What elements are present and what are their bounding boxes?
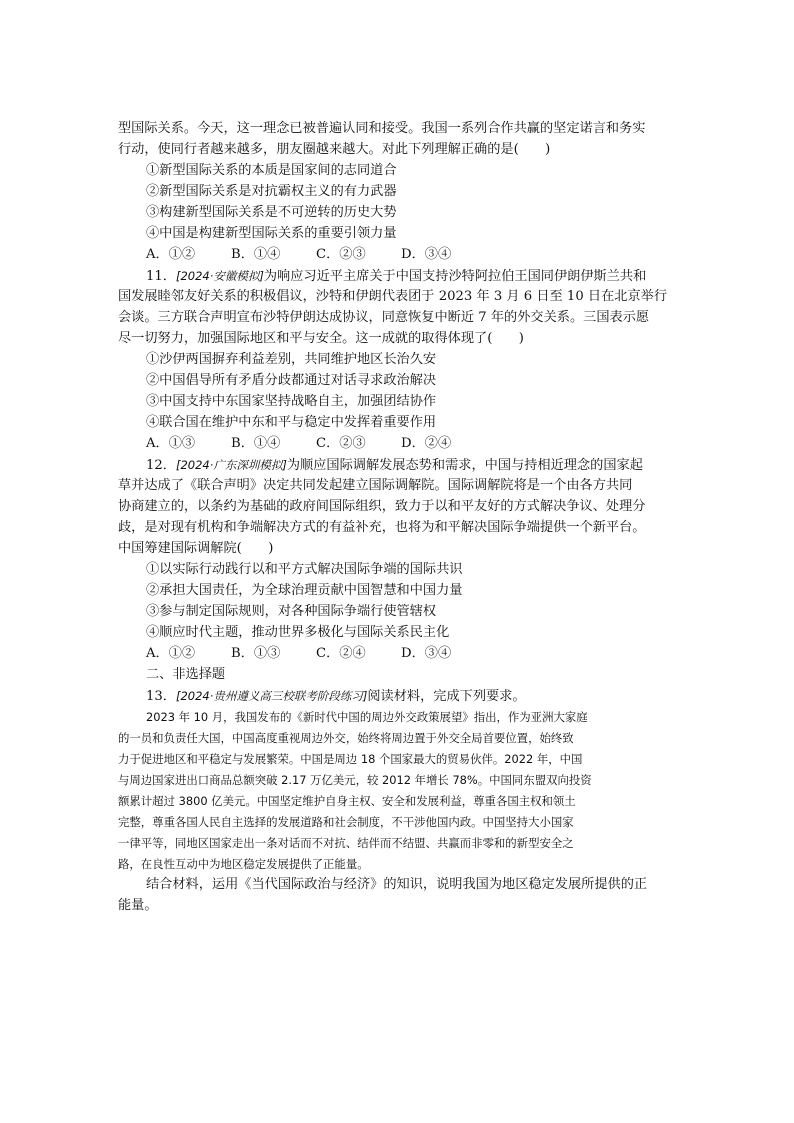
q12-stem-line-3: 协商建立的，以条约为基础的政府间国际组织，致力于以和平友好的方式解决争议、处理分 <box>118 499 646 514</box>
q10-options <box>146 245 486 265</box>
q12-stem-line-2: 草并达成了《联合声明》决定共同发起建立国际调解院。国际调解院将是一个由各方共同 <box>118 478 633 493</box>
q12-item-3: ③参与制定国际规则，对各种国际争端行使管辖权 <box>146 604 437 619</box>
q12-number: 12． <box>146 458 176 473</box>
q11-item-2: ②中国倡导所有矛盾分歧都通过对话寻求政治解决 <box>146 373 437 388</box>
q13-material-line-2: 的一员和负责任大国，中国高度重视周边外交，始终将周边置于外交全局首要位置，始终致 <box>118 731 574 745</box>
q13-material-line-1: 2023 年 10 月，我国发布的《新时代中国的周边外交政策展望》指出，作为亚洲大家庭 <box>146 710 588 724</box>
q13-task-line-2: 能量。 <box>118 898 158 913</box>
q10-option-c: C．②③ <box>316 247 366 262</box>
q11-item-1: ①沙伊两国摒弃利益差别，共同维护地区长治久安 <box>146 352 437 367</box>
q11-number: 11． <box>146 269 176 284</box>
q11-option-a: A．①③ <box>146 436 196 451</box>
q11-option-c: C．②③ <box>316 436 366 451</box>
q12-item-2: ②承担大国责任，为全球治理贡献中国智慧和中国力量 <box>146 583 463 598</box>
q11-stem-line-3: 会谈。三方联合声明宣布沙特伊朗达成协议，同意恢复中断近 7 年的外交关系。三国表示愿 <box>118 310 650 325</box>
q13-material-line-6: 完整，尊重各国人民自主选择的发展道路和社会制度，不干涉他国内政。中国坚持大小国家 <box>118 815 574 829</box>
q12-option-a: A．①② <box>146 646 196 661</box>
q11-option-b: B．①④ <box>231 436 281 451</box>
q13-material-line-4: 与周边国家进出口商品总额突破 2.17 万亿美元，较 2012 年增长 78%。中国同东盟双向投资 <box>118 773 592 787</box>
q10-item-4: ④中国是构建新型国际关系的重要引领力量 <box>146 226 397 241</box>
q10-option-d: D．③④ <box>401 247 452 262</box>
q10-item-3: ③构建新型国际关系是不可逆转的历史大势 <box>146 205 397 220</box>
section-heading-non-choice: 二、非选择题 <box>146 667 226 682</box>
q12-item-4: ④顺应时代主题，推动世界多极化与国际关系民主化 <box>146 625 450 640</box>
q13-stem-start: 阅读材料，完成下列要求。 <box>367 689 526 704</box>
q13-stem-line-1 <box>146 686 526 707</box>
q13-material-line-8: 路，在良性互动中为地区稳定发展提供了正能量。 <box>118 857 369 871</box>
q12-stem-line-4: 歧，是对现有机构和争端解决方式的有益补充，也将为和平解决国际争端提供一个新平台。 <box>118 520 646 535</box>
q12-options <box>146 644 486 664</box>
q12-item-1: ①以实际行动践行以和平方式解决国际争端的国际共识 <box>146 562 463 577</box>
q12-stem-line-5: 中国筹建国际调解院( ) <box>118 541 274 556</box>
q11-item-4: ④联合国在维护中东和平与稳定中发挥着重要作用 <box>146 415 437 430</box>
q11-stem-line-1 <box>146 266 646 287</box>
q10-stem-line-2: 行动，使同行者越来越多，朋友圈越来越大。对此下列理解正确的是( ) <box>118 142 551 157</box>
q11-option-d: D．②④ <box>401 436 452 451</box>
q12-option-c: C．②④ <box>316 646 366 661</box>
q10-item-2: ②新型国际关系是对抗霸权主义的有力武器 <box>146 184 397 199</box>
q10-item-1: ①新型国际关系的本质是国家间的志同道合 <box>146 163 397 178</box>
q11-stem-start: 为响应习近平主席关于中国支持沙特阿拉伯王国同伊朗伊斯兰共和 <box>263 269 647 284</box>
q12-stem-start: 为顺应国际调解发展态势和需求，中国与持相近理念的国家起 <box>286 458 643 473</box>
q11-item-3: ③中国支持中东国家坚持战略自主，加强团结协作 <box>146 394 437 409</box>
q10-stem-line-1: 型国际关系。今天，这一理念已被普遍认同和接受。我国一系列合作共赢的坚定诺言和务实 <box>118 121 646 136</box>
q13-task-line-1: 结合材料，运用《当代国际政治与经济》的知识，说明我国为地区稳定发展所提供的正 <box>146 877 648 892</box>
q11-options <box>146 434 486 454</box>
q13-source: [2024·贵州遵义高三校联考阶段练习] <box>175 689 368 703</box>
q11-stem-line-2: 国发展睦邻友好关系的积极倡议，沙特和伊朗代表团于 2023 年 3 月 6 日至 10 日在北京举行 <box>118 289 668 304</box>
q12-stem-line-1 <box>146 455 643 476</box>
q10-option-a: A．①② <box>146 247 196 262</box>
q13-material-line-5: 额累计超过 3800 亿美元。中国坚定维护自身主权、安全和发展利益，尊重各国主权和领土 <box>118 794 576 808</box>
q11-source: [2024·安徽模拟] <box>175 269 264 283</box>
q13-material-line-3: 力于促进地区和平稳定与发展繁荣。中国是周边 18 个国家最大的贸易伙伴。2022 年，中国 <box>118 752 583 766</box>
q12-option-b: B．①③ <box>231 646 281 661</box>
q13-number: 13． <box>146 689 176 704</box>
q13-material-line-7: 一律平等，同地区国家走出一条对话而不对抗、结伴而不结盟、共赢而非零和的新型安全之 <box>118 836 574 850</box>
q11-stem-line-4: 尽一切努力，加强国际地区和平与安全。这一成就的取得体现了( ) <box>118 331 524 346</box>
q12-source: [2024·广东深圳模拟] <box>175 458 287 472</box>
q10-option-b: B．①④ <box>231 247 281 262</box>
q12-option-d: D．③④ <box>401 646 452 661</box>
